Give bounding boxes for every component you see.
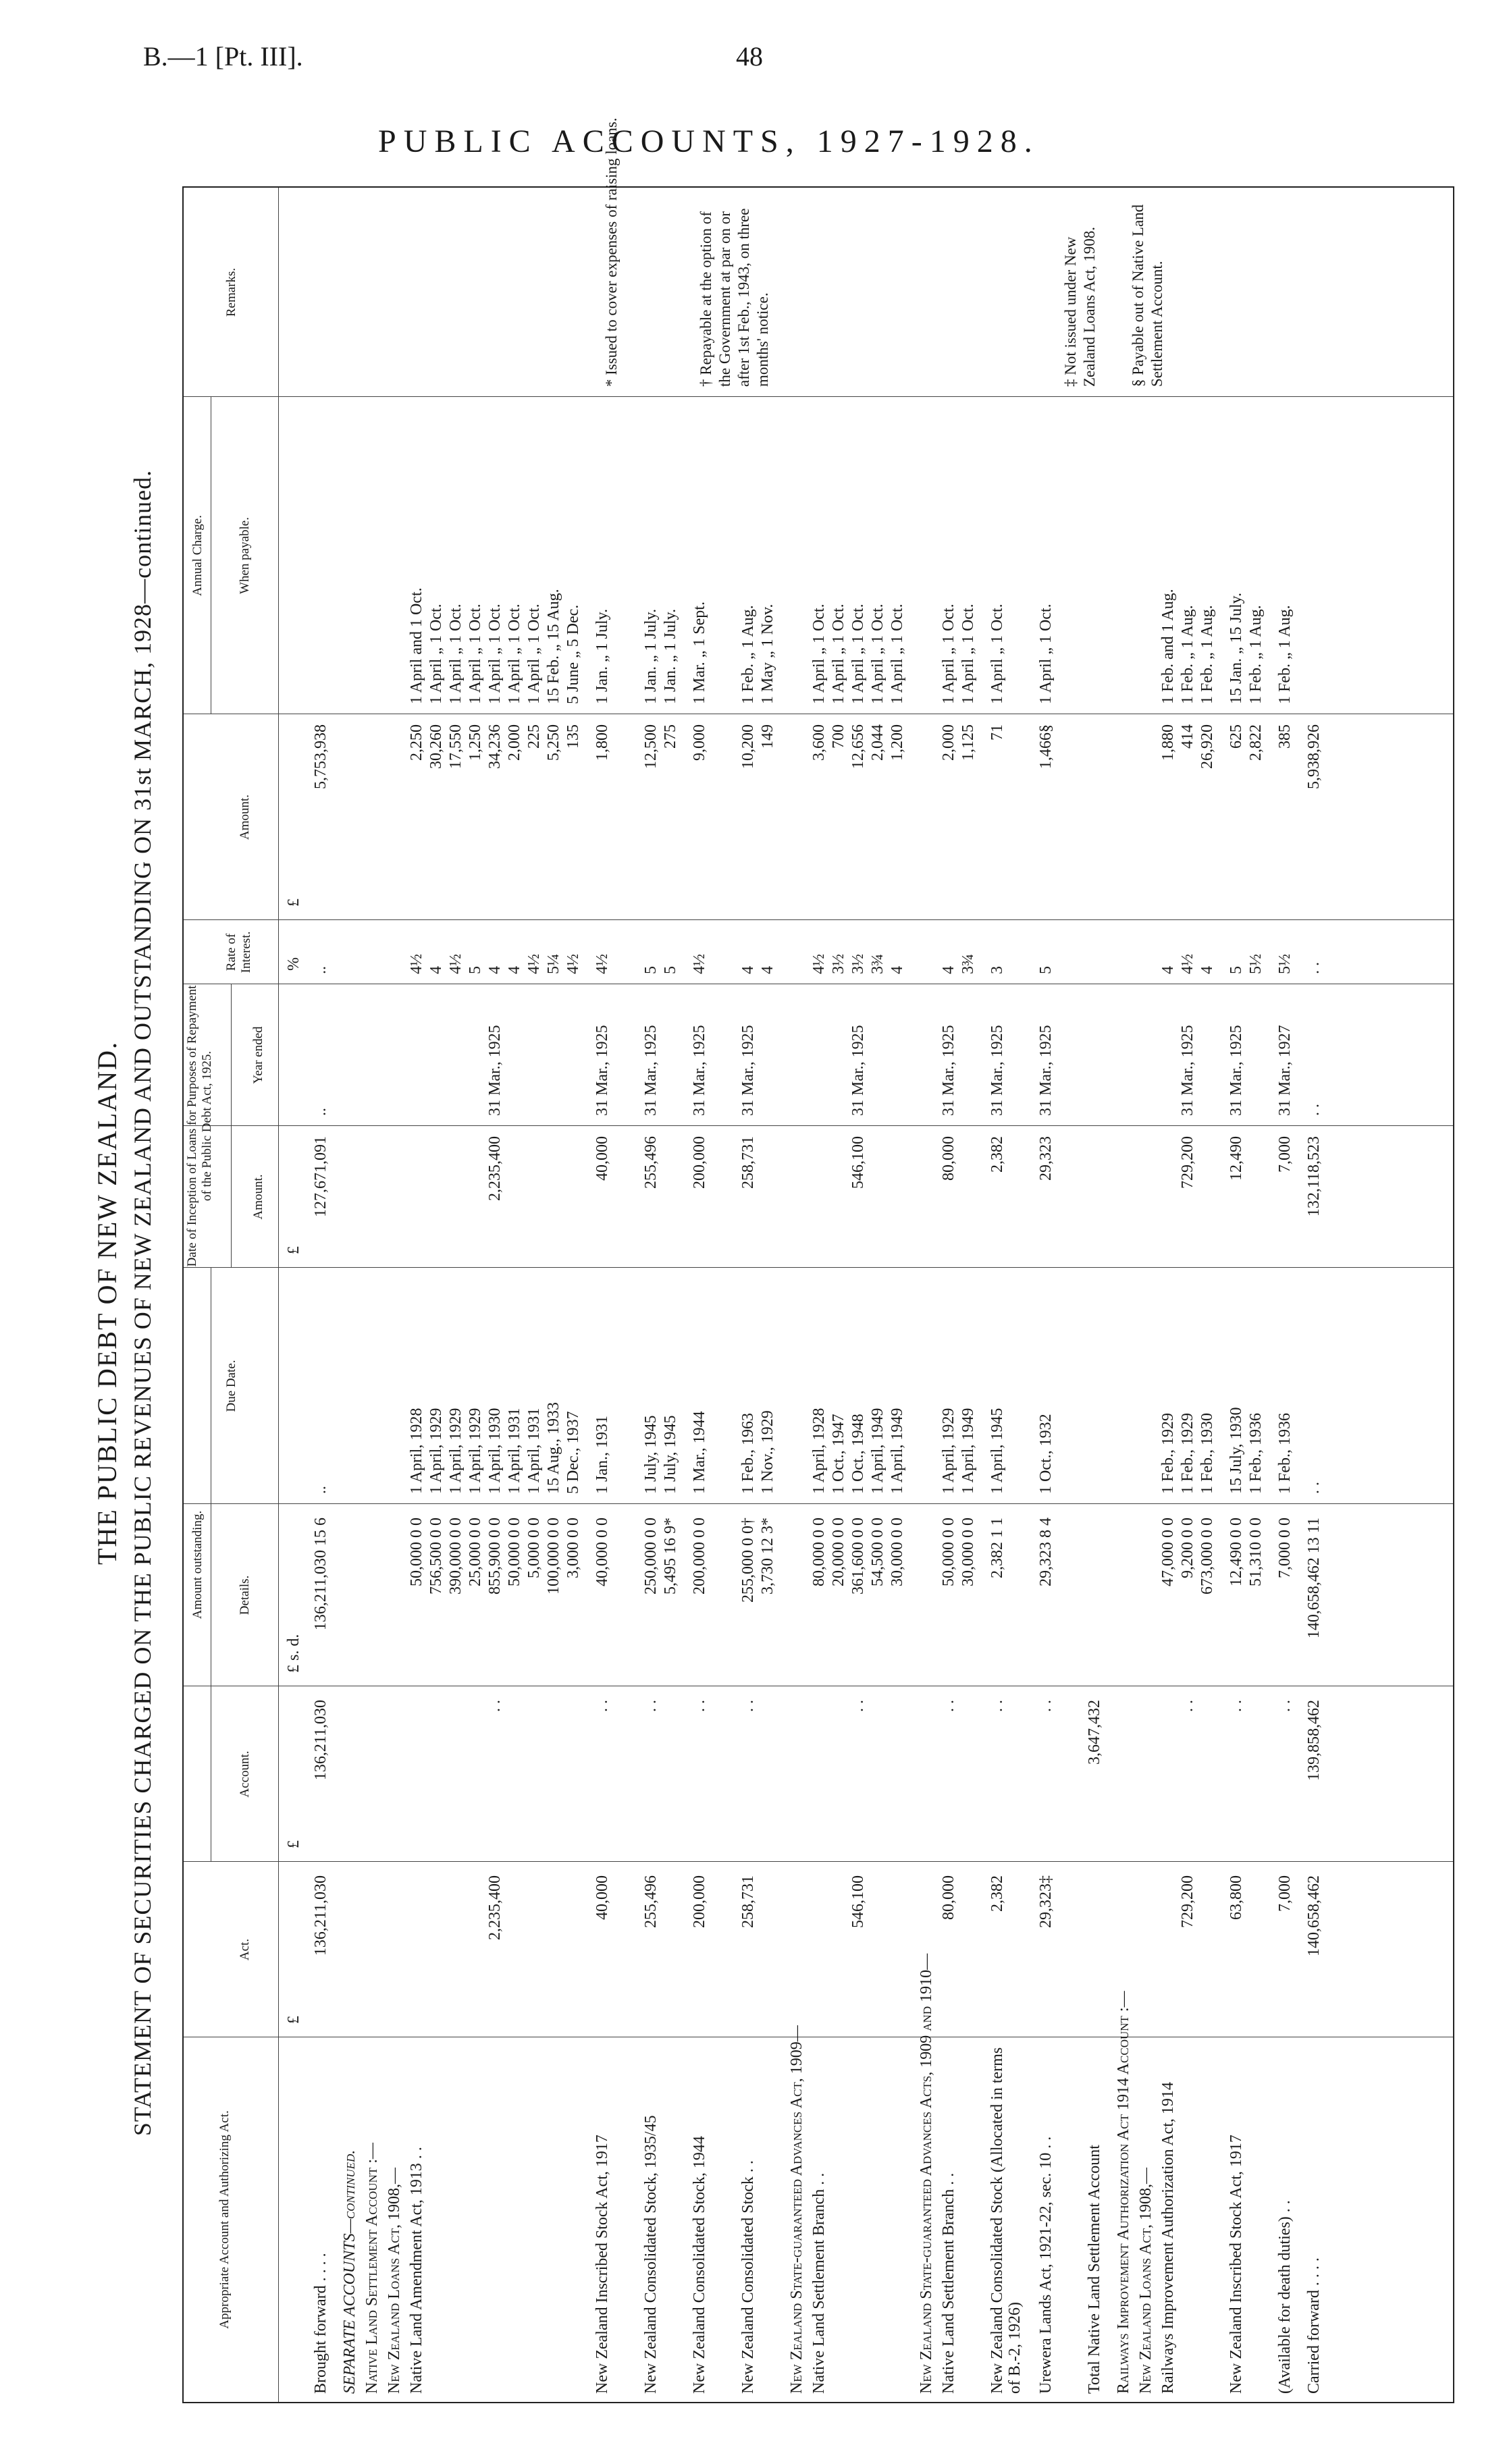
when-payable: 1 April „ 1 Oct. [869, 604, 887, 704]
annual-charge-amount: 414 [1179, 724, 1196, 749]
due-date: 1 Feb., 1936 [1276, 1413, 1294, 1494]
annual-charge-amount: 135 [564, 724, 582, 749]
row-label: Native Land Amendment Act, 1913 . . [408, 2147, 425, 2394]
row-label: Railways Improvement Authorization Act, 1914 [1159, 2082, 1177, 2394]
interest-rate: 3¾ [869, 954, 887, 974]
annual-charge-amount: 26,920 [1198, 724, 1216, 769]
due-date: 1 Nov., 1929 [759, 1410, 776, 1494]
annual-charge-amount: 17,550 [447, 724, 465, 769]
interest-rate: . . [1305, 962, 1323, 974]
annual-charge-amount: 34,236 [486, 724, 504, 769]
header-divider [278, 188, 279, 2402]
detail-amount: 140,658,462 13 11 [1305, 1518, 1323, 1639]
interest-rate: 4½ [408, 954, 425, 974]
annual-charge-amount: 5,250 [545, 724, 562, 761]
interest-rate: 5 [467, 966, 484, 974]
act-amount: 255,496 [642, 1875, 660, 1928]
inception-year: .. [312, 1108, 329, 1116]
col-line [184, 1503, 1453, 1504]
interest-rate: 4½ [564, 954, 582, 974]
interest-rate: 4 [739, 966, 757, 974]
row-label: New Zealand Inscribed Stock Act, 1917 [593, 2135, 611, 2394]
header-act: Appropriate Account and Authorizing Act. [217, 2110, 232, 2329]
inception-year: 31 Mar., 1925 [739, 1025, 757, 1116]
due-date: 1 April, 1929 [940, 1408, 957, 1494]
interest-rate: 4 [1159, 966, 1177, 974]
due-date: 1 April, 1931 [506, 1408, 523, 1494]
remark-3: ‡ Not issued under New Zealand Loans Act, 1908. [1062, 227, 1098, 387]
interest-rate: 4 [1198, 966, 1216, 974]
interest-rate: 3½ [830, 954, 847, 974]
when-payable: 1 Feb. „ 1 Aug. [1198, 605, 1216, 704]
when-payable: 1 Feb. „ 1 Aug. [1247, 605, 1265, 704]
interest-rate: 4½ [447, 954, 465, 974]
row-label: Native Land Settlement Branch . . [940, 2172, 957, 2394]
due-date: .. [312, 1486, 329, 1494]
due-date: 1 April, 1928 [810, 1408, 828, 1494]
when-payable: 1 April „ 1 Oct. [506, 604, 523, 704]
inception-amount: 200,000 [691, 1136, 708, 1189]
detail-amount: 12,490 0 0 [1227, 1518, 1245, 1586]
document-subtitle: STATEMENT OF SECURITIES CHARGED ON THE PUBLIC REVENUES OF NEW ZEALAND AND OUTSTANDING ON 31st MARCH, 1928—continued. [129, 469, 156, 2137]
when-payable: 1 Feb. „ 1 Aug. [1276, 605, 1294, 704]
page-id: B.—1 [Pt. III]. [143, 41, 303, 72]
detail-amount: 255,000 0 0† [739, 1518, 757, 1603]
annual-charge-amount: 71 [988, 724, 1006, 741]
interest-rate: 4½ [1179, 954, 1196, 974]
col-line [184, 396, 1453, 397]
interest-rate: 4½ [525, 954, 543, 974]
annual-charge-amount: 2,822 [1247, 724, 1265, 761]
when-payable: 1 April „ 1 Oct. [810, 604, 828, 704]
interest-rate: .. [312, 966, 329, 974]
section-heading: New Zealand State-guaranteed Advances Act, 1909— [788, 2025, 805, 2394]
col-line [184, 1861, 1453, 1862]
detail-amount: 136,211,030 15 6 [312, 1518, 329, 1631]
due-date: 1 April, 1949 [959, 1408, 977, 1494]
interest-rate: 4½ [593, 954, 611, 974]
inception-amount: 80,000 [940, 1136, 957, 1181]
unit-details: £ s. d. [285, 1634, 302, 1673]
interest-rate: 4 [506, 966, 523, 974]
detail-amount: 390,000 0 0 [447, 1518, 465, 1595]
annual-charge-amount: 30,260 [427, 724, 445, 769]
account-amount: . . [849, 1700, 867, 1712]
account-amount: . . [486, 1700, 504, 1712]
act-amount: 136,211,030 [312, 1875, 329, 1956]
account-amount: . . [1037, 1700, 1055, 1712]
when-payable: 1 April „ 1 Oct. [959, 604, 977, 704]
detail-amount: 9,200 0 0 [1179, 1518, 1196, 1578]
section-heading: New Zealand State-guaranteed Advances Acts, 1909 and 1910— [918, 1953, 935, 2394]
inception-amount: 546,100 [849, 1136, 867, 1189]
annual-charge-amount: 5,938,926 [1305, 724, 1323, 789]
inception-year: 31 Mar., 1925 [691, 1025, 708, 1116]
detail-amount: 250,000 0 0 [642, 1518, 660, 1595]
header-annual-charge: Annual Charge. [190, 515, 205, 596]
inception-year: 31 Mar., 1925 [642, 1025, 660, 1116]
row-label: New Zealand Consolidated Stock, 1944 [691, 2136, 708, 2394]
inception-year: 31 Mar., 1925 [988, 1025, 1006, 1116]
when-payable: 1 April „ 1 Oct. [889, 604, 906, 704]
due-date: 1 Feb., 1929 [1159, 1413, 1177, 1494]
act-amount: 7,000 [1276, 1875, 1294, 1912]
header-col-act: Act. [238, 1938, 252, 1961]
header-inc-amount: Amount. [251, 1174, 265, 1220]
section-heading: New Zealand Loans Act, 1908,— [1137, 2168, 1155, 2394]
account-amount: . . [1276, 1700, 1294, 1712]
header-due-date: Due Date. [224, 1360, 238, 1412]
detail-amount: 54,500 0 0 [869, 1518, 887, 1586]
due-date: 1 April, 1930 [486, 1408, 504, 1494]
act-amount: 2,235,400 [486, 1875, 504, 1940]
inception-year: 31 Mar., 1925 [593, 1025, 611, 1116]
account-amount: . . [1179, 1700, 1196, 1712]
due-date: 1 April, 1931 [525, 1408, 543, 1494]
due-date: 1 April, 1929 [467, 1408, 484, 1494]
inception-amount: 258,731 [739, 1136, 757, 1189]
act-amount: 140,658,462 [1305, 1875, 1323, 1956]
unit-inc-amount: £ [285, 1246, 302, 1254]
detail-amount: 855,900 0 0 [486, 1518, 504, 1595]
unit-act: £ [285, 2016, 302, 2024]
interest-rate: 3½ [849, 954, 867, 974]
when-payable: 1 Jan. „ 1 July. [662, 608, 679, 704]
header-ac-amount: Amount. [238, 794, 252, 840]
when-payable: 1 April „ 1 Oct. [940, 604, 957, 704]
account-amount: 139,858,462 [1305, 1700, 1323, 1781]
act-amount: 200,000 [691, 1875, 708, 1928]
due-date: 5 Dec., 1937 [564, 1411, 582, 1494]
when-payable: 1 April „ 1 Oct. [447, 604, 465, 704]
interest-rate: 4½ [810, 954, 828, 974]
interest-rate: 4 [889, 966, 906, 974]
due-date: 15 Aug., 1933 [545, 1401, 562, 1494]
account-amount: . . [593, 1700, 611, 1712]
total-label: Total Native Land Settlement Account [1086, 2145, 1103, 2394]
inception-amount: 12,490 [1227, 1136, 1245, 1181]
interest-rate: 5¼ [545, 954, 562, 974]
due-date: 1 April, 1949 [869, 1408, 887, 1494]
when-payable: 1 April and 1 Oct. [408, 587, 425, 704]
remark-1: * Issued to cover expenses of raising loans. [603, 117, 620, 387]
header-col-account: Account. [238, 1750, 252, 1798]
annual-charge-amount: 149 [759, 724, 776, 749]
unit-ac-amount: £ [285, 899, 302, 907]
interest-rate: 5 [642, 966, 660, 974]
inception-year: 31 Mar., 1925 [940, 1025, 957, 1116]
detail-amount: 361,600 0 0 [849, 1518, 867, 1595]
row-label: Brought forward . . . . [312, 2253, 329, 2394]
account-amount: . . [739, 1700, 757, 1712]
row-label: New Zealand Consolidated Stock, 1935/45 [642, 2115, 660, 2394]
interest-rate: 5 [662, 966, 679, 974]
when-payable: 1 April „ 1 Oct. [467, 604, 484, 704]
inception-amount: 127,671,091 [312, 1136, 329, 1217]
detail-amount: 50,000 0 0 [506, 1518, 523, 1586]
detail-amount: 3,730 12 3* [759, 1518, 776, 1595]
detail-amount: 20,000 0 0 [830, 1518, 847, 1586]
row-label: Carried forward . . . . [1305, 2257, 1323, 2394]
inception-year: . . [1305, 1104, 1323, 1116]
when-payable: 1 Feb. and 1 Aug. [1159, 589, 1177, 704]
annual-charge-amount: 2,000 [506, 724, 523, 761]
when-payable: 1 April „ 1 Oct. [830, 604, 847, 704]
inception-amount: 7,000 [1276, 1136, 1294, 1173]
annual-charge-amount: 700 [830, 724, 847, 749]
col-line [184, 1267, 1453, 1268]
when-payable: 1 Jan. „ 1 July. [642, 608, 660, 704]
when-payable: 1 April „ 1 Oct. [1037, 604, 1055, 704]
due-date: 1 Oct., 1947 [830, 1414, 847, 1494]
section-heading: SEPARATE ACCOUNTS—continued. [341, 2149, 359, 2394]
account-amount: . . [940, 1700, 957, 1712]
due-date: 1 Jan., 1931 [593, 1416, 611, 1494]
when-payable: 1 Feb. „ 1 Aug. [739, 605, 757, 704]
remark-2: † Repayable at the option of the Government at par on or after 1st Feb., 1943, on three months' notice. [697, 208, 771, 387]
detail-amount: 5,495 16 9* [662, 1518, 679, 1595]
annual-charge-amount: 625 [1227, 724, 1245, 749]
remark-4: § Payable out of Native Land Settlement Account. [1130, 204, 1165, 387]
document-title: THE PUBLIC DEBT OF NEW ZEALAND. [92, 1040, 122, 1565]
inception-year: 31 Mar., 1925 [1179, 1025, 1196, 1116]
header-ac-when: When payable. [238, 517, 252, 594]
due-date: 1 April, 1929 [427, 1408, 445, 1494]
inception-amount: 255,496 [642, 1136, 660, 1189]
inception-amount: 40,000 [593, 1136, 611, 1181]
annual-charge-amount: 1,250 [467, 724, 484, 761]
row-label: New Zealand Consolidated Stock (Allocated in terms of B.-2, 1926) [988, 2047, 1024, 2394]
due-date: 1 Feb., 1929 [1179, 1413, 1196, 1494]
inception-amount: 29,323 [1037, 1136, 1055, 1181]
when-payable: 15 Feb. „ 15 Aug. [545, 589, 562, 704]
inception-year: 31 Mar., 1925 [1227, 1025, 1245, 1116]
due-date: 1 July, 1945 [642, 1415, 660, 1494]
account-amount: . . [988, 1700, 1006, 1712]
section-heading: Railways Improvement Authorization Act 1914 Account :— [1115, 1991, 1132, 2394]
inception-year: 31 Mar., 1925 [1037, 1025, 1055, 1116]
inception-amount: 132,118,523 [1305, 1136, 1323, 1217]
due-date: 1 Oct., 1948 [849, 1414, 867, 1494]
when-payable: 1 April „ 1 Oct. [988, 604, 1006, 704]
due-date: 1 April, 1928 [408, 1408, 425, 1494]
act-amount: 546,100 [849, 1875, 867, 1928]
account-amount: 136,211,030 [312, 1700, 329, 1781]
detail-amount: 47,000 0 0 [1159, 1518, 1177, 1586]
annual-charge-amount: 3,600 [810, 724, 828, 761]
due-date: . . [1305, 1482, 1323, 1494]
due-date: 1 Feb., 1930 [1198, 1413, 1216, 1494]
header-rate: Rate of Interest. [224, 931, 253, 973]
detail-amount: 50,000 0 0 [408, 1518, 425, 1586]
act-amount: 729,200 [1179, 1875, 1196, 1928]
account-amount: . . [642, 1700, 660, 1712]
interest-rate: 3 [988, 966, 1006, 974]
detail-amount: 30,000 0 0 [959, 1518, 977, 1586]
due-date: 1 April, 1949 [889, 1408, 906, 1494]
due-date: 1 April, 1929 [447, 1408, 465, 1494]
annual-charge-amount: 2,000 [940, 724, 957, 761]
when-payable: 1 Jan. „ 1 July. [593, 608, 611, 704]
act-amount: 40,000 [593, 1875, 611, 1920]
detail-amount: 673,000 0 0 [1198, 1518, 1216, 1595]
col-line [184, 1125, 1453, 1126]
act-amount: 258,731 [739, 1875, 757, 1928]
interest-rate: 4½ [691, 954, 708, 974]
detail-amount: 3,000 0 0 [564, 1518, 582, 1578]
section-heading: Native Land Settlement Account :— [363, 2143, 381, 2394]
page-number: 48 [736, 41, 763, 72]
when-payable: 1 April „ 1 Oct. [486, 604, 504, 704]
account-amount: . . [691, 1700, 708, 1712]
interest-rate: 4 [486, 966, 504, 974]
detail-amount: 50,000 0 0 [940, 1518, 957, 1586]
unit-account: £ [285, 1840, 302, 1848]
due-date: 15 July, 1930 [1227, 1407, 1245, 1494]
row-label: New Zealand Consolidated Stock . . [739, 2160, 757, 2394]
annual-charge-amount: 2,250 [408, 724, 425, 761]
due-date: 1 July, 1945 [662, 1415, 679, 1494]
inception-year: 31 Mar., 1925 [486, 1025, 504, 1116]
annual-charge-amount: 2,044 [869, 724, 887, 761]
annual-charge-amount: 5,753,938 [312, 724, 329, 789]
due-date: 1 April, 1945 [988, 1408, 1006, 1494]
detail-amount: 30,000 0 0 [889, 1518, 906, 1586]
when-payable: 1 April „ 1 Oct. [427, 604, 445, 704]
inception-year: 31 Mar., 1925 [849, 1025, 867, 1116]
total-account: 3,647,432 [1086, 1700, 1103, 1765]
annual-charge-amount: 385 [1276, 724, 1294, 749]
interest-rate: 4 [759, 966, 776, 974]
interest-rate: 4 [427, 966, 445, 974]
when-payable: 1 Mar. „ 1 Sept. [691, 601, 708, 704]
annual-charge-amount: 275 [662, 724, 679, 749]
header-inc-year: Year ended [251, 1026, 265, 1084]
annual-charge-amount: 225 [525, 724, 543, 749]
row-label: (Available for death duties) . . [1276, 2200, 1294, 2394]
due-date: 1 Feb., 1936 [1247, 1413, 1265, 1494]
inception-amount: 729,200 [1179, 1136, 1196, 1189]
section-heading: New Zealand Loans Act, 1908,— [386, 2168, 403, 2394]
unit-rate: % [285, 957, 302, 971]
header-amount-outstanding: Amount outstanding. [190, 1510, 205, 1619]
interest-rate: 4 [940, 966, 957, 974]
row-label: New Zealand Inscribed Stock Act, 1917 [1227, 2135, 1245, 2394]
when-payable: 1 April „ 1 Oct. [849, 604, 867, 704]
annual-charge-amount: 10,200 [739, 724, 757, 769]
detail-amount: 40,000 0 0 [593, 1518, 611, 1586]
when-payable: 1 April „ 1 Oct. [525, 604, 543, 704]
detail-amount: 756,500 0 0 [427, 1518, 445, 1595]
detail-amount: 2,382 1 1 [988, 1518, 1006, 1578]
running-title: PUBLIC ACCOUNTS, 1927-1928. [378, 124, 1040, 159]
annual-charge-amount: 1,800 [593, 724, 611, 761]
account-amount: . . [1227, 1700, 1245, 1712]
inception-year: 31 Mar., 1927 [1276, 1025, 1294, 1116]
header-subdivider [231, 984, 232, 1268]
due-date: 1 Oct., 1932 [1037, 1414, 1055, 1494]
act-amount: 63,800 [1227, 1875, 1245, 1920]
interest-rate: 5½ [1247, 954, 1265, 974]
detail-amount: 7,000 0 0 [1276, 1518, 1294, 1578]
when-payable: 5 June „ 5 Dec. [564, 604, 582, 704]
detail-amount: 51,310 0 0 [1247, 1518, 1265, 1586]
annual-charge-amount: 1,466§ [1037, 724, 1055, 769]
detail-amount: 25,000 0 0 [467, 1518, 484, 1586]
when-payable: 15 Jan. „ 15 July. [1227, 592, 1245, 704]
header-remarks: Remarks. [224, 267, 238, 317]
detail-amount: 80,000 0 0 [810, 1518, 828, 1586]
interest-rate: 5 [1037, 966, 1055, 974]
act-amount: 80,000 [940, 1875, 957, 1920]
row-label: Native Land Settlement Branch . . [810, 2172, 828, 2394]
inception-amount: 2,382 [988, 1136, 1006, 1173]
header-col-details: Details. [238, 1575, 252, 1615]
interest-rate: 5 [1227, 966, 1245, 974]
when-payable: 1 May „ 1 Nov. [759, 604, 776, 704]
act-amount: 29,323‡ [1037, 1875, 1055, 1928]
annual-charge-amount: 12,656 [849, 724, 867, 769]
due-date: 1 Mar., 1944 [691, 1411, 708, 1494]
annual-charge-amount: 12,500 [642, 724, 660, 769]
inception-amount: 2,235,400 [486, 1136, 504, 1201]
when-payable: 1 Feb. „ 1 Aug. [1179, 605, 1196, 704]
annual-charge-amount: 1,880 [1159, 724, 1177, 761]
header-inception: Date of Inception of Loans for Purposes of Repayment of the Public Debt Act, 1925. [185, 985, 214, 1267]
act-amount: 2,382 [988, 1875, 1006, 1912]
interest-rate: 3¾ [959, 954, 977, 974]
due-date: 1 Feb., 1963 [739, 1413, 757, 1494]
annual-charge-amount: 1,125 [959, 724, 977, 761]
detail-amount: 200,000 0 0 [691, 1518, 708, 1595]
detail-amount: 100,000 0 0 [545, 1518, 562, 1595]
annual-charge-amount: 9,000 [691, 724, 708, 761]
interest-rate: 5½ [1276, 954, 1294, 974]
detail-amount: 29,323 8 4 [1037, 1518, 1055, 1586]
detail-amount: 5,000 0 0 [525, 1518, 543, 1578]
annual-charge-amount: 1,200 [889, 724, 906, 761]
row-label: Urewera Lands Act, 1921-22, sec. 10 . . [1037, 2136, 1055, 2394]
